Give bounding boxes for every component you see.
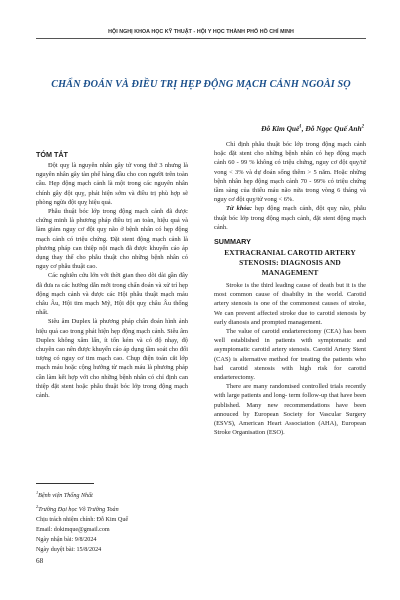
header-divider — [36, 38, 366, 39]
summary-heading: SUMMARY — [214, 237, 251, 247]
author-1: Đỗ Kim Quế — [261, 124, 300, 133]
keywords-vi-text: hẹp động mạch cảnh, đột quỵ não, phẫu thuật bóc lớp trong động mạch cảnh, đặt stent động mạch cảnh. — [214, 205, 366, 231]
affiliation-1: $^1$Bệnh viện Thống Nhất — [36, 490, 93, 500]
abstract-vi-paragraph: Các nghiên cứu lớn với thời gian theo dõi dài gần đây đã đưa ra các hướng dẫn mới trong chẩn đoán và xử trí hẹp động mạch cảnh và được các Hội phẫu thuật mạch máu châu Âu, Hội tim mạch Mỹ, Hội đột quỵ châu Âu thống nhất. — [36, 272, 188, 317]
left-column — [36, 140, 188, 400]
author-2-affiliation: 2 — [361, 124, 364, 130]
author-2: Đỗ Ngọc Quế Anh — [305, 124, 362, 133]
keywords-vi — [214, 204, 366, 232]
abstract-vi-paragraph: Đột quỵ là nguyên nhân gây tử vong thứ 3 nhưng là nguyên nhân gây tàn phế hàng đầu cho con người trên toàn cầu. Hẹp động mạch cảnh là một trong các nguyên nhân chính gây đột quỵ, phát hiện sớm và điều trị phù hợp sẽ phòng ngừa đột quỵ hiệu quả. — [36, 162, 188, 206]
summary-paragraph: Stroke is the third leading cause of death but it is the most common cause of disabilty in the world. Carotid artery stenosis is one of the commonest causes of stroke, We can prevent affected stroke due to carotid stenosis by early dianosis and prompted management. — [214, 282, 366, 326]
affiliation-2: $^2$Trường Đại học Võ Trường Toản — [36, 503, 119, 513]
summary-paragraph: The value of carotid endarterectomy (CEA) has been well established in patients with symptomatic and asymptomatic carotid artery stenosis. Carotid Artery Stent (CAS) is alternative method for treating the patients who had carotid stenosis with high risk for carotid endarterectomy. — [214, 328, 366, 382]
right-column — [214, 140, 366, 437]
abstract-vi-paragraph: Phẫu thuật bóc lớp trong động mạch cảnh đã được chứng minh là phương pháp điều trị an toàn, hiệu quả và làm giảm nguy cơ đột quỵ não ở bệnh nhân có hẹp động mạch cảnh có triệu chứng. Đặt stent động mạch cảnh là phương pháp can thiệp nội mạch đã được khuyến cáo áp dụng thay thế cho phẫu thuật cho những bệnh nhân có nguy cơ phẫu thuật cao. — [36, 208, 188, 271]
article-title: CHẨN ĐOÁN VÀ ĐIỀU TRỊ HẸP ĐỘNG MẠCH CẢNH NGOÀI SỌ — [51, 79, 351, 90]
running-head: HỘI NGHỊ KHOA HỌC KỸ THUẬT - HỘI Y HỌC THÀNH PHỐ HỒ CHÍ MINH — [108, 29, 294, 35]
abstract-vi-paragraph: Siêu âm Duplex là phương pháp chẩn đoán hình ảnh hiệu quả cao trong phát hiện hẹp động mạch cảnh. Siêu âm Duplex không xâm lấn, ít tốn kém và có độ nhạy, độ chuyên cao nên được khuyến cáo áp dụng tầm soát cho đối tượng có nguy cơ tim mạch cao. Chụp điện toán cắt lớp mạch máu hoặc cộng hưởng từ mạch máu là phương pháp cần làm kết hợp với cho những bệnh nhân có chỉ định can thiệp đặt stent hoặc phẫu thuật bóc lớp trong động mạch cảnh. — [36, 318, 188, 400]
summary-paragraph: There are many randomised controlled trials recently with large patients and long- term follow-up that have been published. Many new recommendations have been annouced by European Society for Vascular Surgery (ESVS), American Heart Association (AHA), European Stroke Organisation (ESO). — [214, 383, 366, 437]
abstract-vi-paragraph: Chỉ định phẫu thuật bóc lớp trong động mạch cảnh hoặc đặt stent cho những bệnh nhân có hẹp động mạch cảnh 60 - 99 % không có triệu chứng, nguy cơ đột quỵ/tử vong < 3% và dự đoán sống thêm > 5 năm. Hoặc những bệnh nhân hẹp động mạch cảnh 70 - 99% có triệu chứng tầm sàng của thiếu máu não nửa trong vòng 6 tháng và nguy cơ đột quỵ/tử vong < 6%. — [214, 141, 366, 204]
footnote-divider — [36, 483, 94, 484]
accepted-date: Ngày duyệt bài: 15/8/2024 — [36, 546, 102, 553]
english-title: EXTRACRANIAL CAROTID ARTERY STENOSIS: DIAGNOSIS AND MANAGEMENT — [224, 248, 356, 278]
corresponding-email: Email: dokimque@gmail.com — [36, 526, 110, 533]
corresponding-author: Chịu trách nhiệm chính: Đỗ Kim Quế — [36, 516, 129, 523]
author-line: Đỗ Kim Quế$^1$, Đỗ Ngọc Quế Anh$^2$ — [261, 124, 364, 133]
footnotes — [36, 488, 196, 556]
author-1-affiliation: 1 — [299, 124, 302, 130]
page-number: 68 — [36, 557, 44, 565]
abstract-vi-heading: TÓM TẮT — [36, 150, 68, 159]
received-date: Ngày nhận bài: 9/8/2024 — [36, 536, 97, 543]
keywords-vi-label: Từ khóa: — [226, 205, 252, 213]
